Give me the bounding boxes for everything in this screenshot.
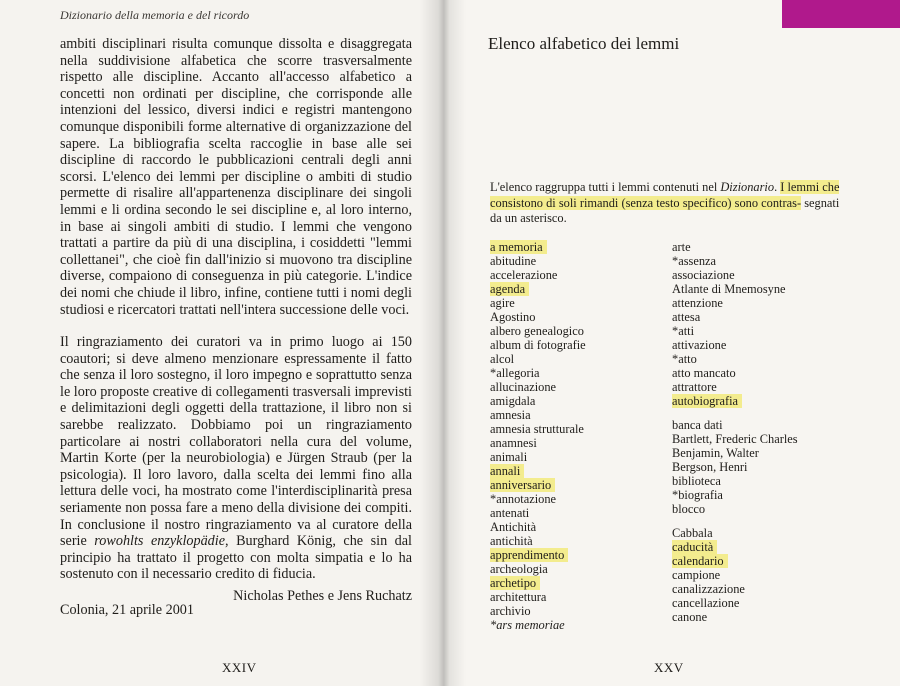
lemma-item <box>672 296 798 310</box>
lemma-label: anamnesi <box>490 436 537 450</box>
intro-part-a: L'elenco raggruppa tutti i lemmi contenuti nel <box>490 180 721 194</box>
lemma-item <box>672 446 798 460</box>
lemma-label: caducità <box>672 540 717 554</box>
lemma-item <box>490 254 586 268</box>
signature: Nicholas Pethes e Jens Ruchatz <box>233 588 412 604</box>
lemma-item <box>672 310 798 324</box>
lemma-item <box>490 310 586 324</box>
lemma-item <box>672 568 798 582</box>
lemma-item <box>490 520 586 534</box>
list-gap <box>672 516 798 526</box>
lemma-label: attivazione <box>672 338 727 352</box>
lemma-label: accelerazione <box>490 268 558 282</box>
lemma-item <box>672 540 798 554</box>
lemma-item <box>672 582 798 596</box>
lemma-label: archivio <box>490 604 531 618</box>
lemma-item <box>490 268 586 282</box>
lemma-item <box>490 464 586 478</box>
body-paragraph-2 <box>60 334 412 583</box>
lemma-item <box>490 506 586 520</box>
lemma-item <box>490 436 586 450</box>
lemma-label: archetipo <box>490 576 540 590</box>
list-gap <box>672 408 798 418</box>
lemma-label: atto mancato <box>672 366 736 380</box>
lemma-label: Benjamin, Walter <box>672 446 759 460</box>
lemma-label: autobiografia <box>672 394 742 408</box>
paragraph-2-tail: , Burghard König, che sin dal principio ha trattato il progetto con molta simpatia e lo ha sostenuto con il necessario credito di fiducia. <box>60 533 412 583</box>
lemma-label: *atti <box>672 324 695 338</box>
lemma-label: annali <box>490 464 524 478</box>
intro-highlight: I lemmi che consistono di soli rimandi (senza testo specifico) sono contras- <box>490 180 840 210</box>
lemma-item <box>490 282 586 296</box>
lemma-label: Agostino <box>490 310 536 324</box>
lemma-item <box>672 380 798 394</box>
lemma-item <box>490 352 586 366</box>
lemma-item <box>490 380 586 394</box>
lemma-label: alcol <box>490 352 515 366</box>
lemma-item <box>672 254 798 268</box>
lemma-item <box>490 366 586 380</box>
lemma-label: attenzione <box>672 296 723 310</box>
lemma-label: amnesia <box>490 408 531 422</box>
lemma-item <box>672 554 798 568</box>
lemma-label: *annotazione <box>490 492 557 506</box>
lemma-list-left <box>490 240 586 632</box>
lemma-label: biblioteca <box>672 474 721 488</box>
lemma-item <box>490 296 586 310</box>
lemma-item <box>672 240 798 254</box>
lemma-item <box>490 422 586 436</box>
lemma-item <box>672 394 798 408</box>
lemma-item <box>672 366 798 380</box>
lemma-item <box>672 324 798 338</box>
lemma-item <box>672 282 798 296</box>
lemma-item <box>490 394 586 408</box>
lemma-label: calendario <box>672 554 728 568</box>
lemma-label: Bartlett, Frederic Charles <box>672 432 798 446</box>
lemma-label: campione <box>672 568 721 582</box>
lemma-label: allucinazione <box>490 380 557 394</box>
lemma-list-right <box>672 240 798 624</box>
lemma-label: abitudine <box>490 254 537 268</box>
lemma-label: Antichità <box>490 520 537 534</box>
lemma-item <box>490 492 586 506</box>
lemma-item <box>490 576 586 590</box>
intro-part-c: segnati da un asterisco. <box>490 195 840 226</box>
lemma-label: *allegoria <box>490 366 540 380</box>
lemma-item <box>672 352 798 366</box>
lemma-item <box>490 590 586 604</box>
running-head: Dizionario della memoria e del ricordo <box>60 8 250 22</box>
lemma-item <box>672 502 798 516</box>
series-name: rowohlts enzyklopädie <box>94 533 226 550</box>
lemma-item <box>490 408 586 422</box>
lemma-label: attrattore <box>672 380 717 394</box>
lemma-item <box>490 618 586 632</box>
lemma-label: antichità <box>490 534 533 548</box>
lemma-label: canalizzazione <box>672 582 745 596</box>
lemma-item <box>672 268 798 282</box>
lemma-item <box>672 432 798 446</box>
lemma-item <box>490 548 586 562</box>
lemma-item <box>672 460 798 474</box>
lemma-label: apprendimento <box>490 548 568 562</box>
lemma-label: blocco <box>672 502 706 516</box>
lemma-label: a memoria <box>490 240 547 254</box>
page-number-left: XXIV <box>222 660 257 675</box>
intro-part-b: . <box>774 180 781 194</box>
lemma-item <box>672 338 798 352</box>
lemma-label: *ars memoriae <box>490 618 565 632</box>
lemma-label: agire <box>490 296 515 310</box>
lemma-label: amnesia strutturale <box>490 422 584 436</box>
lemma-label: agenda <box>490 282 529 296</box>
lemma-label: *assenza <box>672 254 717 268</box>
lemma-label: album di fotografie <box>490 338 586 352</box>
lemma-item <box>490 240 586 254</box>
lemma-item <box>490 604 586 618</box>
lemma-label: Atlante di Mnemosyne <box>672 282 786 296</box>
place-date: Colonia, 21 aprile 2001 <box>60 602 194 618</box>
lemma-label: *biografia <box>672 488 723 502</box>
lemma-label: cancellazione <box>672 596 740 610</box>
lemma-item <box>490 338 586 352</box>
lemma-label: architettura <box>490 590 547 604</box>
lemma-item <box>490 534 586 548</box>
lemma-item <box>672 418 798 432</box>
lemma-label: *atto <box>672 352 697 366</box>
lemma-label: amigdala <box>490 394 536 408</box>
lemma-label: associazione <box>672 268 735 282</box>
lemma-item <box>672 488 798 502</box>
lemma-label: canone <box>672 610 708 624</box>
lemma-label: Bergson, Henri <box>672 460 748 474</box>
lemma-label: albero genealogico <box>490 324 584 338</box>
right-page <box>444 0 900 686</box>
lemma-item <box>672 596 798 610</box>
left-page <box>0 0 444 686</box>
lemma-item <box>490 450 586 464</box>
lemma-item <box>490 324 586 338</box>
lemma-label: antenati <box>490 506 530 520</box>
color-tab-marker <box>782 0 900 28</box>
paragraph-2-text: Il ringraziamento dei curatori va in primo luogo ai 150 coautori; si deve almeno menzionare espressamente il fatto che senza il loro sostegno, il loro impegno e soprattutto senza le loro proposte creative di collegamenti trasversali imprevisti e delimitazioni degli oggetti della trattazione, il libro non si sarebbe realizzato. Dobbiamo poi un ringraziamento particolare ai nostri collaboratori nella cura del volume, Martin Korte (per la neurobiologia) e Jürgen Straub (per la psicologia). Il loro lavoro, dalla scelta dei lemmi fino alla lettura delle voci, ha mostrato come l'interdisciplinarità presa seriamente non possa fare a meno della divisione dei compiti. In conclusione il nostro ringraziamento va al curatore della serie <box>60 334 412 550</box>
lemma-item <box>672 610 798 624</box>
lemma-item <box>672 526 798 540</box>
section-title: Elenco alfabetico dei lemmi <box>488 34 680 53</box>
body-paragraph-1: ambiti disciplinari risulta comunque dissolta e disaggregata nella suddivisione alfabetica che scorre trasversalmente rispetto alle discipline. Accanto all'accesso alfabetico a concetti non ordinati per discipline, che corrisponde alle intenzioni del lessico, diversi indici e registri mantengono comunque disponibili forme alternative di organizzazione del sapere. La bibliografia scelta raccoglie in base alle sei discipline di raccordo le pubblicazioni centrali degli anni scorsi. L'elenco dei lemmi per discipline o ambiti di studio permette di risalire all'appartenenza disciplinare dei singoli lemmi e li ordina secondo le sei discipline e, al loro interno, in base ai singoli ambiti di studio. I lemmi che vengono trattati a partire da più di una disciplina, i cosiddetti "lemmi collettanei", che cioè fin dall'inizio si muovono tra discipline diverse, compaiono di conseguenza in più categorie. L'indice dei nomi che chiude il libro, infine, contiene tutti i nomi degli studiosi e ricercatori trattati nell'intera successione delle voci. <box>60 36 412 318</box>
intro-text <box>490 180 840 227</box>
lemma-label: arte <box>672 240 691 254</box>
lemma-item <box>490 562 586 576</box>
intro-italic: Dizionario <box>720 180 775 194</box>
lemma-label: Cabbala <box>672 526 713 540</box>
lemma-item <box>490 478 586 492</box>
lemma-label: animali <box>490 450 528 464</box>
page-number-right: XXV <box>654 660 684 675</box>
lemma-label: archeologia <box>490 562 548 576</box>
lemma-item <box>672 474 798 488</box>
lemma-label: anniversario <box>490 478 555 492</box>
lemma-label: attesa <box>672 310 701 324</box>
lemma-label: banca dati <box>672 418 723 432</box>
